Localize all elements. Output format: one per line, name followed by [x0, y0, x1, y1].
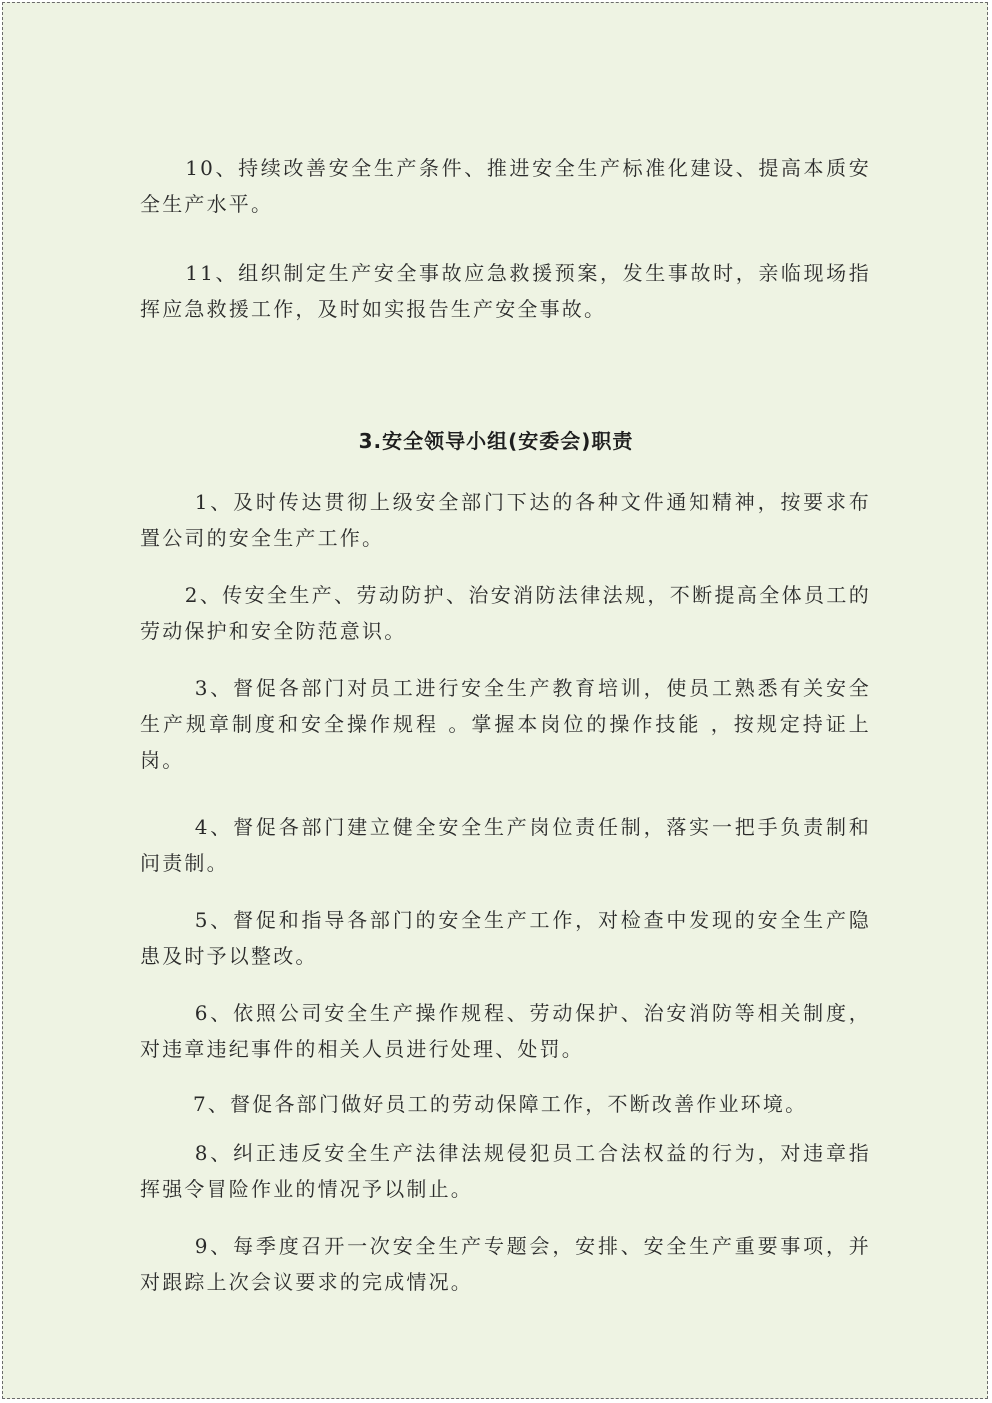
- duty-item-1: 1、及时传达贯彻上级安全部门下达的各种文件通知精神，按要求布置公司的安全生产工作。: [140, 490, 871, 550]
- paragraph-item-11: 11、组织制定生产安全事故应急救援预案，发生事故时，亲临现场指挥应急救援工作，及时如实报告生产安全事故。: [140, 261, 871, 321]
- duty-item-7: 7、督促各部门做好员工的劳动保障工作，不断改善作业环境。: [140, 1092, 808, 1116]
- duty-item-9: 9、每季度召开一次安全生产专题会，安排、安全生产重要事项，并对跟踪上次会议要求的完成情况。: [140, 1234, 871, 1294]
- document-page: [2, 2, 988, 1399]
- paragraph-item-10: 10、持续改善安全生产条件、推进安全生产标准化建设、提高本质安全生产水平。: [140, 156, 871, 216]
- duty-item-2: 2、传安全生产、劳动防护、治安消防法律法规，不断提高全体员工的劳动保护和安全防范意识。: [140, 583, 871, 643]
- duty-item-5: 5、督促和指导各部门的安全生产工作，对检查中发现的安全生产隐患及时予以整改。: [140, 908, 871, 968]
- section-heading: 3.安全领导小组(安委会)职责: [358, 429, 634, 453]
- duty-item-4: 4、督促各部门建立健全安全生产岗位责任制，落实一把手负责制和问责制。: [140, 815, 871, 875]
- duty-item-3: 3、督促各部门对员工进行安全生产教育培训，使员工熟悉有关安全生产规章制度和安全操作规程 。掌握本岗位的操作技能 ，按规定持证上岗。: [140, 676, 871, 772]
- duty-item-8: 8、纠正违反安全生产法律法规侵犯员工合法权益的行为，对违章指挥强令冒险作业的情况予以制止。: [140, 1141, 871, 1201]
- duty-item-6: 6、依照公司安全生产操作规程、劳动保护、治安消防等相关制度，对违章违纪事件的相关人员进行处理、处罚。: [140, 1001, 871, 1061]
